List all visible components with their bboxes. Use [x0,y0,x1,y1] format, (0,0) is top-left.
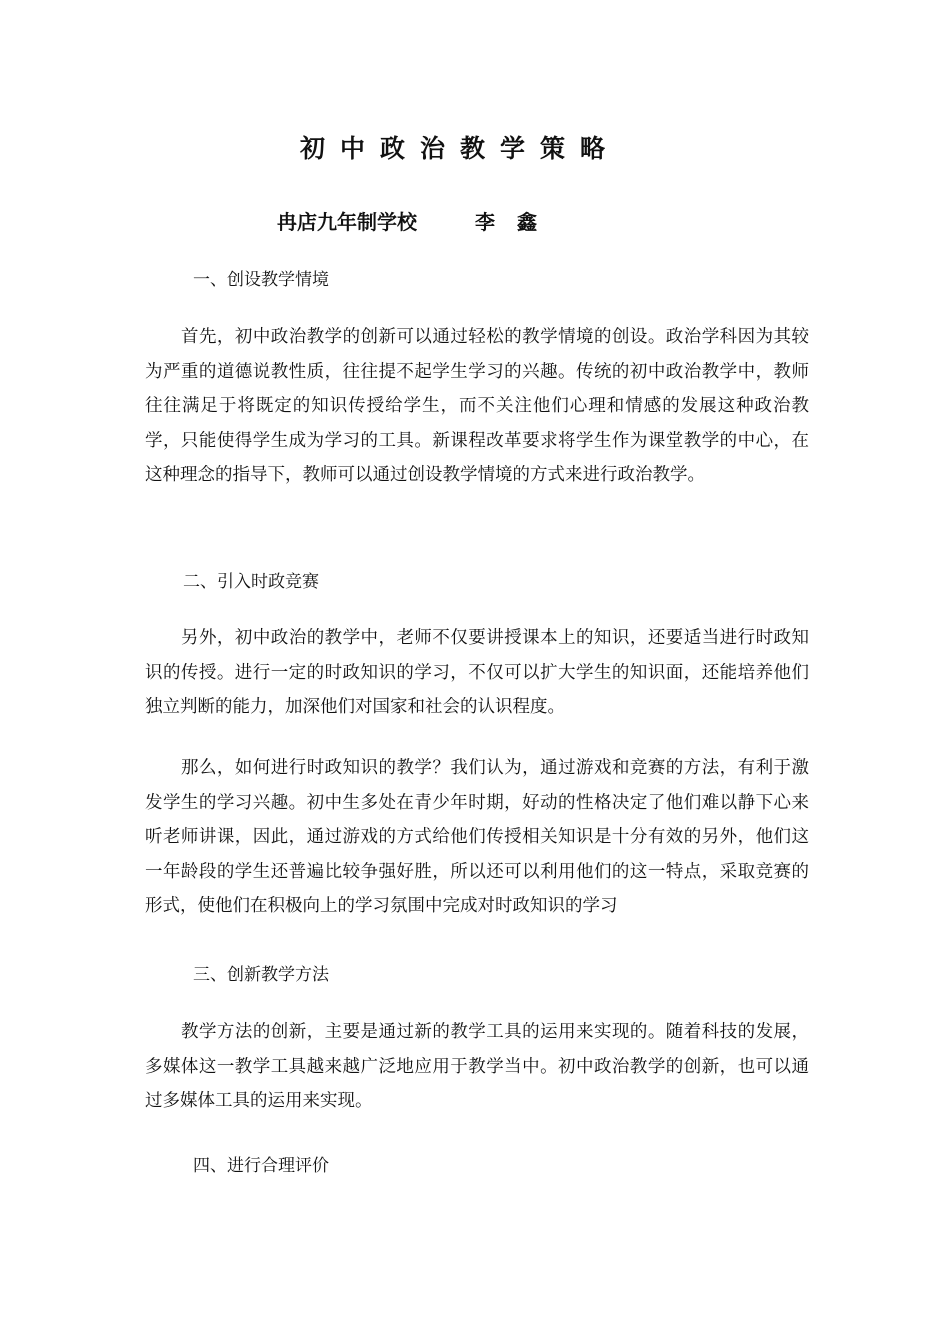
section-heading-1: 一、创设教学情境 [193,270,329,290]
section-heading-4: 四、进行合理评价 [193,1156,329,1176]
author-name: 李鑫 [475,210,559,234]
school-name: 冉店九年制学校 [277,210,417,234]
document-title: 初中政治教学策略 [299,134,620,163]
section-1-paragraph-1: 首先，初中政治教学的创新可以通过轻松的教学情境的创设。政治学科因为其较为严重的道德说教性质，往往提不起学生学习的兴趣。传统的初中政治教学中，教师往往满足于将既定的知识传授给学生，而不关注他们心理和情感的发展这种政治教学，只能使得学生成为学习的工具。新课程改革要求将学生作为课堂教学的中心，在这种理念的指导下，教师可以通过创设教学情境的方式来进行政治教学。 [145,327,809,485]
section-3-paragraph-1: 教学方法的创新，主要是通过新的教学工具的运用来实现的。随着科技的发展，多媒体这一教学工具越来越广泛地应用于教学当中。初中政治教学的创新，也可以通过多媒体工具的运用来实现。 [145,1022,809,1111]
section-heading-3: 三、创新教学方法 [193,965,329,985]
byline [277,207,559,237]
section-2-paragraph-2: 那么，如何进行时政知识的教学？我们认为，通过游戏和竞赛的方法，有利于激发学生的学习兴趣。初中生多处在青少年时期，好动的性格决定了他们难以静下心来听老师讲课，因此，通过游戏的方式给他们传授相关知识是十分有效的另外，他们这一年龄段的学生还普遍比较争强好胜，所以还可以利用他们的这一特点，采取竞赛的形式，使他们在积极向上的学习氛围中完成对时政知识的学习 [145,758,809,916]
section-2-paragraph-1: 另外，初中政治的教学中，老师不仅要讲授课本上的知识，还要适当进行时政知识的传授。进行一定的时政知识的学习，不仅可以扩大学生的知识面，还能培养他们独立判断的能力，加深他们对国家和社会的认识程度。 [145,628,809,717]
section-heading-2: 二、引入时政竞赛 [183,572,319,592]
